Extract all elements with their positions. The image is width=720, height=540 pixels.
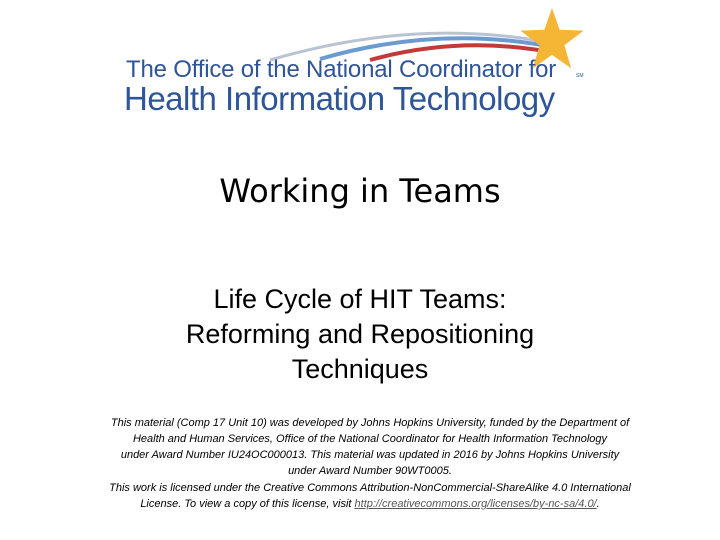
license-line1: This work is licensed under the Creative Commons Attribution-NonCommercial-ShareAlike 4.0 International: [109, 482, 631, 494]
attribution-line3: under Award Number IU24OC000013. This material was updated in 2016 by Johns Hopkins University: [120, 449, 620, 461]
slide-title: Working in Teams: [219, 172, 501, 210]
footer-notice: [60, 415, 680, 512]
subtitle-line1: Life Cycle of HIT Teams:: [213, 284, 507, 314]
subtitle-line3: Techniques: [291, 354, 429, 384]
attribution-line4: under Award Number 90WT0005.: [288, 465, 452, 477]
attribution-line2: Health and Human Services, Office of the National Coordinator for Health Information Technology: [132, 433, 608, 445]
attribution-line1: This material (Comp 17 Unit 10) was developed by Johns Hopkins University, funded by the Department of: [110, 417, 630, 429]
logo-text-line1: The Office of the National Coordinator for: [126, 56, 557, 83]
license-link[interactable]: http://creativecommons.org/licenses/by-nc-sa/4.0/: [354, 498, 597, 510]
service-mark: SM: [576, 73, 584, 79]
license-period: .: [596, 498, 600, 510]
license-text: License. To view a copy of this license, visit: [140, 498, 355, 510]
license-line2: [60, 496, 680, 512]
subtitle-line2: Reforming and Repositioning: [185, 319, 535, 349]
onc-logo: [120, 4, 600, 122]
slide-subtitle: [0, 282, 720, 387]
logo-text-line2: Health Information Technology: [124, 80, 555, 117]
